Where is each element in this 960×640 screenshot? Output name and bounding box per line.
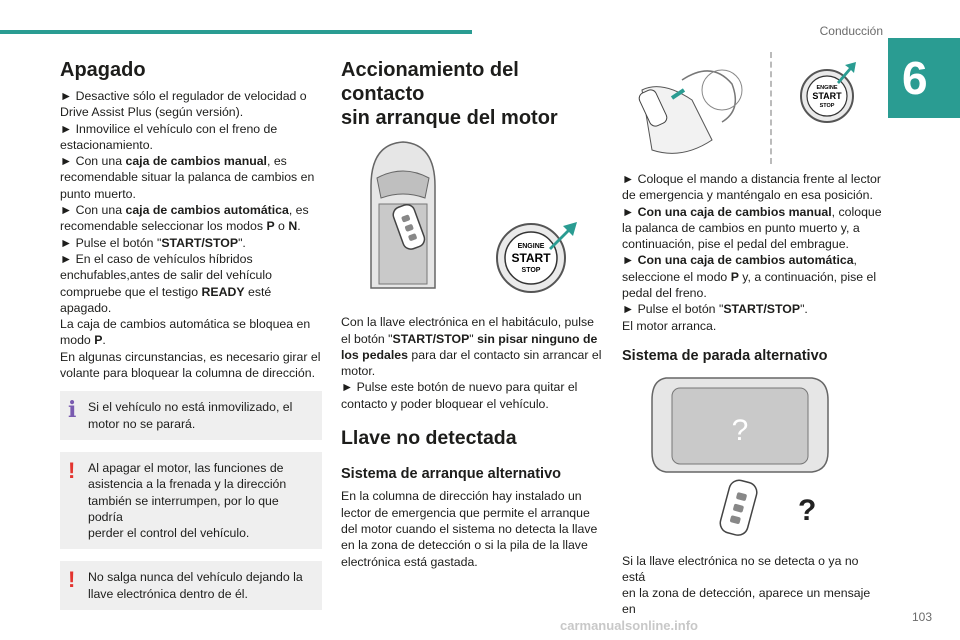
- text-line: volante para bloquear la columna de dirección.: [60, 366, 315, 381]
- chapter-tab: 6: [888, 38, 960, 118]
- arranque-alternativo-text: [341, 488, 603, 569]
- text-line: sin arranque del motor: [341, 107, 558, 129]
- text-line: Drive Assist Plus (según versión).: [60, 105, 244, 120]
- subheading-arranque-alternativo: Sistema de arranque alternativo: [341, 466, 561, 483]
- warning-icon: !: [68, 567, 76, 593]
- text-line: enchufables,antes de salir del vehículo: [60, 268, 272, 283]
- text-line: el botón "START/STOP" sin pisar ninguno de: [341, 331, 598, 346]
- question-mark: ?: [731, 414, 749, 448]
- text-line: asistencia a la frenada y la dirección: [88, 477, 287, 492]
- text-line: En la columna de dirección hay instalado un: [341, 489, 582, 504]
- text-line: Con la llave electrónica en el habitáculo, pulse: [341, 315, 594, 330]
- key-fob-icon: [718, 478, 759, 537]
- text-line: Si la llave electrónica no se detecta o ya no está: [622, 553, 859, 584]
- warning-icon: !: [68, 457, 76, 483]
- key-not-detected-figure: [622, 374, 884, 542]
- button-label-engine: ENGINE: [517, 243, 545, 250]
- warning-note-brakes: [60, 452, 322, 549]
- text-line: ► Con una caja de cambios manual, es: [60, 154, 287, 169]
- info-note: [60, 391, 322, 440]
- text-line: ► Inmovilice el vehículo con el freno de: [60, 121, 278, 136]
- emergency-reader-figure: [622, 50, 862, 168]
- text-line: ► Con una caja de cambios manual, coloque: [622, 204, 882, 219]
- car-key-start-figure: [341, 138, 603, 298]
- arranque-pasos-text: [622, 171, 884, 334]
- text-line: En algunas circunstancias, es necesario girar el: [60, 349, 321, 364]
- button-label-start: START: [812, 91, 842, 101]
- text-line: los pedales para dar el contacto sin arrancar el: [341, 347, 602, 362]
- start-stop-button-icon: [801, 62, 856, 122]
- question-mark: ?: [798, 494, 817, 528]
- heading-apagado: Apagado: [60, 59, 146, 81]
- top-accent-bar: [0, 30, 472, 34]
- page-number: 103: [911, 610, 932, 624]
- text-line: ► Pulse el botón "START/STOP".: [60, 235, 246, 250]
- apagado-text: [60, 88, 322, 381]
- text-line: llave electrónica dentro de él.: [88, 586, 248, 601]
- heading-llave-no-detectada: Llave no detectada: [341, 427, 517, 450]
- text-line: recomendable situar la palanca de cambios en: [60, 170, 315, 185]
- text-line: Si el vehículo no está inmovilizado, el: [88, 400, 293, 415]
- text-line: ► Coloque el mando a distancia frente al lector: [622, 172, 881, 186]
- text-line: de emergencia y manténgalo en esa posición.: [622, 188, 873, 203]
- section-title: Conducción: [819, 24, 883, 38]
- text-line: Al apagar el motor, las funciones de: [88, 460, 284, 475]
- text-line: compruebe que el testigo READY esté apagado.: [60, 284, 272, 315]
- text-line: contacto y poder bloquear el vehículo.: [341, 396, 549, 411]
- text-line: ► Con una caja de cambios automática, es: [60, 203, 309, 218]
- text-line: No salga nunca del vehículo dejando la: [88, 570, 303, 585]
- button-label-engine: ENGINE: [816, 85, 838, 91]
- text-line: en la zona de detección, aparece un mensaje en: [622, 586, 871, 617]
- hand-with-key-illustration: [637, 70, 742, 153]
- car-topview-illustration: [652, 378, 828, 472]
- column-right: [622, 171, 884, 618]
- text-line: ► En el caso de vehículos híbridos: [60, 251, 253, 266]
- text-line: ► Con una caja de cambios automática,: [622, 253, 857, 268]
- text-line: ► Pulse el botón "START/STOP".: [622, 302, 808, 317]
- text-line: Accionamiento del contacto: [341, 59, 519, 105]
- text-line: recomendable seleccionar los modos P o N.: [60, 219, 301, 234]
- text-line: del motor cuando el sistema no detecta la llave: [341, 521, 598, 536]
- text-line: La caja de cambios automática se bloquea en: [60, 317, 311, 332]
- column-left: [60, 58, 322, 610]
- text-line: pedal del freno.: [622, 286, 707, 301]
- button-label-start: START: [511, 251, 551, 265]
- text-line: modo P.: [60, 333, 106, 348]
- parada-alternativo-text: [622, 553, 884, 618]
- text-line: la palanca de cambios en punto muerto y, a: [622, 220, 860, 235]
- heading-accionamiento: [341, 58, 603, 130]
- text-line: motor no se parará.: [88, 416, 196, 431]
- text-line: punto muerto.: [60, 186, 136, 201]
- text-line: El motor arranca.: [622, 318, 717, 333]
- text-line: perder el control del vehículo.: [88, 526, 250, 541]
- warning-note-brakes-text: [88, 460, 312, 541]
- info-note-text: [88, 399, 312, 432]
- text-line: motor.: [341, 364, 376, 379]
- start-stop-button-icon: [497, 222, 577, 292]
- accionamiento-text: [341, 314, 603, 412]
- button-label-stop: STOP: [819, 103, 835, 109]
- warning-note-key-text: [88, 569, 312, 602]
- text-line: estacionamiento.: [60, 137, 153, 152]
- text-line: lector de emergencia que permite el arranque: [341, 505, 590, 520]
- text-line: ► Desactive sólo el regulador de velocidad o: [60, 89, 307, 103]
- text-line: continuación, pise el pedal del embrague.: [622, 237, 849, 252]
- text-line: electrónica está gastada.: [341, 554, 478, 569]
- text-line: también se interrumpen, por lo que podría: [88, 493, 279, 524]
- warning-note-key: [60, 561, 322, 610]
- subheading-parada-alternativo: Sistema de parada alternativo: [622, 347, 828, 364]
- watermark: carmanualsonline.info: [560, 618, 698, 633]
- text-line: en la zona de detección o si la pila de la llave: [341, 538, 588, 553]
- text-line: ► Pulse este botón de nuevo para quitar el: [341, 380, 578, 395]
- button-label-stop: STOP: [521, 267, 541, 274]
- text-line: seleccione el modo P y, a continuación, pise el: [622, 269, 877, 284]
- info-icon: i: [68, 397, 77, 424]
- column-middle: [341, 58, 603, 570]
